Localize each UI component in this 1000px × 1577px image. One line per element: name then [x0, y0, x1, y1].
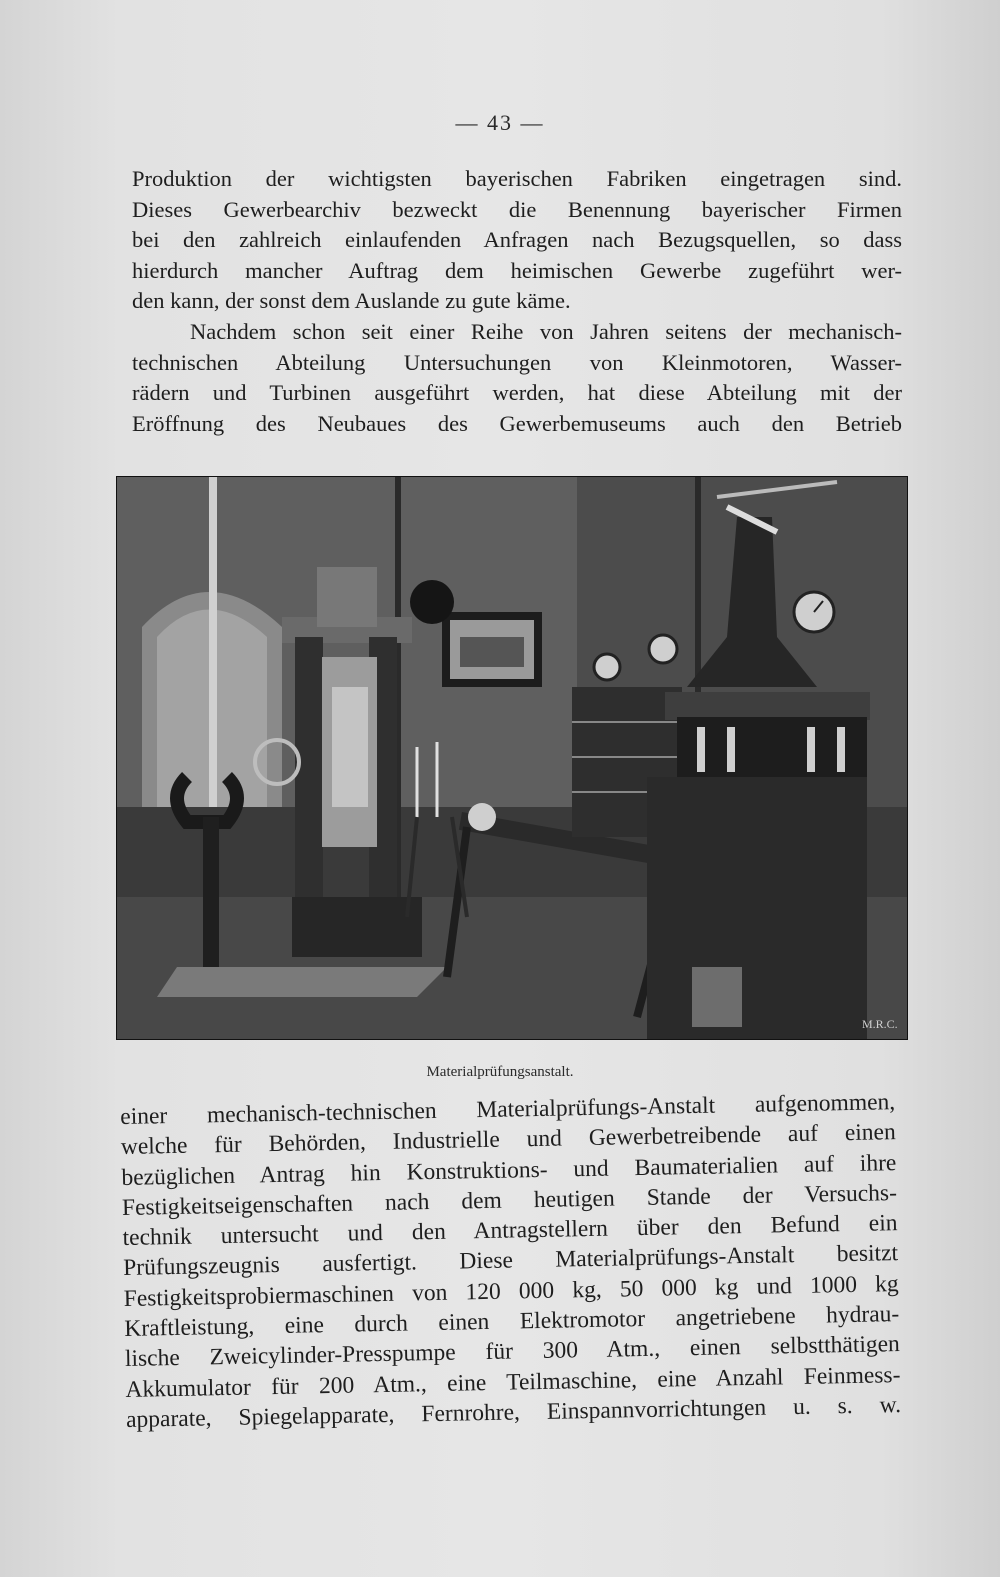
- text-line: Eröffnung des Neubaues des Gewerbemuseums auch den Betrieb: [132, 410, 902, 436]
- text-line: lische Zweicylinder-Presspumpe für 300 Atm., einen selbstthätigen: [124, 1331, 901, 1373]
- page-number: — 43 —: [455, 110, 545, 135]
- text-line: rädern und Turbinen ausgeführt werden, hat diese Abteilung mit der: [132, 380, 902, 406]
- text-line: technik untersucht und den Antragstellern über den Befund ein: [122, 1210, 898, 1252]
- text-line: Nachdem schon seit einer Reihe von Jahren seitens der mechanisch-: [190, 318, 902, 344]
- text-line: einer mechanisch-technischen Materialprüfungs-Anstalt aufgenommen,: [120, 1089, 896, 1130]
- text-line: bezüglichen Antrag hin Konstruktions- und Baumaterialien auf ihre: [121, 1149, 897, 1191]
- text-line: Produktion der wichtigsten bayerischen Fabriken eingetragen sind.: [132, 166, 902, 191]
- paragraph-bottom: [120, 1087, 901, 1435]
- text-line: apparate, Spiegelapparate, Fernrohre, Einspannvorrichtungen u. s. w.: [125, 1392, 902, 1433]
- photo-signature: M.R.C.: [862, 1017, 898, 1031]
- photograph-materialpruefungsanstalt: [116, 476, 908, 1040]
- text-line: hierdurch mancher Auftrag dem heimischen Gewerbe zugeführt wer-: [132, 257, 902, 283]
- text-line: Festigkeitsprobiermaschinen von 120 000 kg, 50 000 kg und 1000 kg: [123, 1270, 899, 1312]
- text-line: Festigkeitseigenschaften nach dem heutigen Stande der Versuchs-: [121, 1179, 898, 1221]
- text-line: Akkumulator für 200 Atm., eine Teilmaschine, eine Anzahl Feinmess-: [125, 1361, 901, 1403]
- text-line: technischen Abteilung Untersuchungen von Kleinmotoren, Wasser-: [132, 349, 902, 375]
- text-line: den kann, der sonst dem Auslande zu gute käme.: [132, 288, 571, 314]
- text-line: Dieses Gewerbearchiv bezweckt die Benennung bayerischer Firmen: [132, 196, 902, 222]
- paragraph-top: [132, 164, 902, 439]
- text-line: Prüfungszeugnis ausfertigt. Diese Materialprüfungs-Anstalt besitzt: [122, 1240, 899, 1282]
- text-line: bei den zahlreich einlaufenden Anfragen nach Bezugsquellen, so dass: [132, 227, 902, 253]
- figure-caption: Materialprüfungsanstalt.: [426, 1064, 574, 1080]
- text-line: Kraftleistung, eine durch einen Elektromotor angetriebene hydrau-: [124, 1301, 900, 1343]
- machine-room-image: [117, 477, 907, 1039]
- text-line: welche für Behörden, Industrielle und Gewerbetreibende auf einen: [120, 1119, 896, 1161]
